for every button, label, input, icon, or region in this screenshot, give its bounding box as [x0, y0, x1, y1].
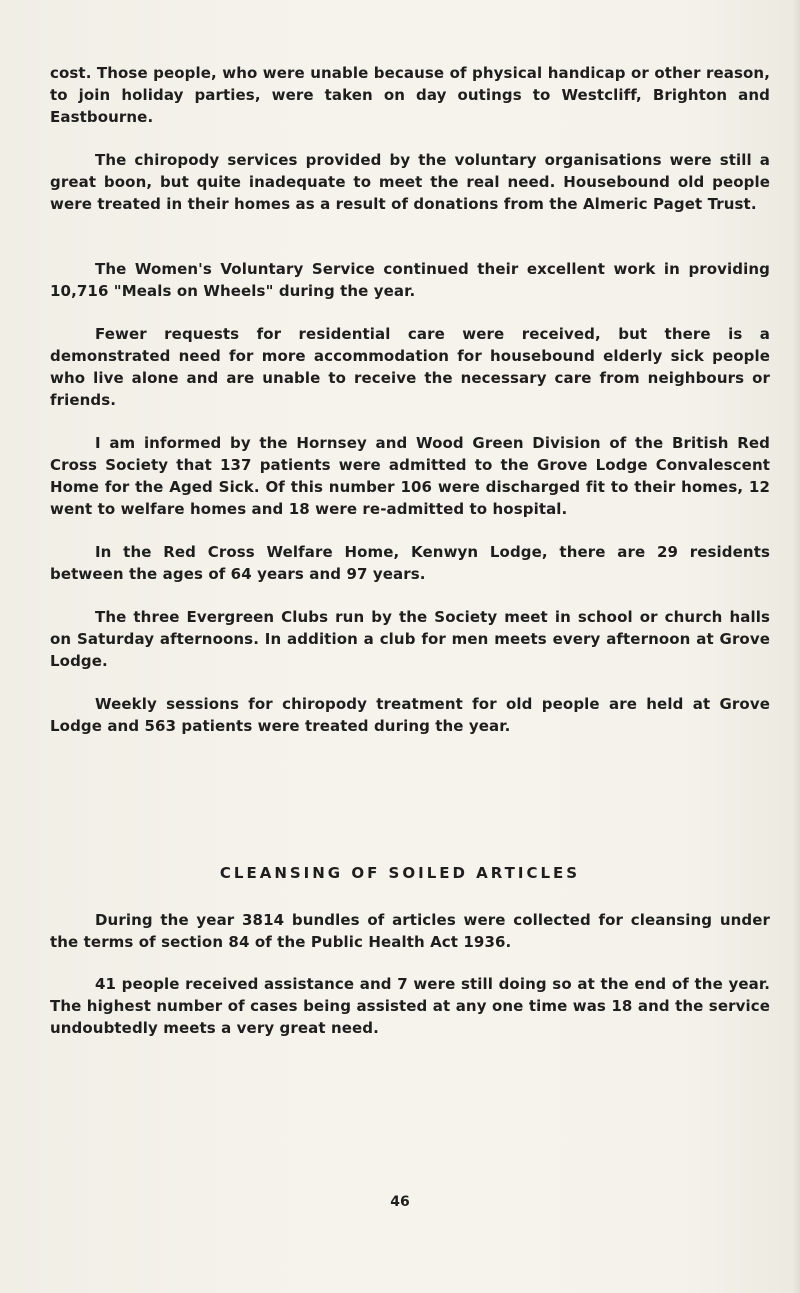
paragraph-meals-on-wheels: The Women's Voluntary Service continued their excellent work in providing 10,716 "Meals on Wheels" during the year. [50, 260, 770, 300]
paragraph-residential-care: Fewer requests for residential care were received, but there is a demonstrated need for more accommodation for housebound elderly sick people who live alone and are unable to receive the necessary care from neighbours or friends. [50, 325, 770, 409]
paragraph-evergreen-clubs: The three Evergreen Clubs run by the Society meet in school or church halls on Saturday afternoons. In addition a club for men meets every afternoon at Grove Lodge. [50, 608, 770, 670]
paragraph-chiropody-services: The chiropody services provided by the voluntary organisations were still a great boon, but quite inadequate to meet the real need. Housebound old people were treated in their homes as a result of donations from the Almeric Paget Trust. [50, 151, 770, 213]
section-heading-cleansing: CLEANSING OF SOILED ARTICLES [219, 864, 581, 882]
paragraph-grove-lodge-convalescent: I am informed by the Hornsey and Wood Green Division of the British Red Cross Society that 137 patients were admitted to the Grove Lodge Convalescent Home for the Aged Sick. Of this number 106 were discharged fit to their homes, 12 went to welfare homes and 18 were re-admitted to hospital. [50, 434, 770, 518]
paragraph-cleansing-assistance: 41 people received assistance and 7 were still doing so at the end of the year. The highest number of cases being assisted at any one time was 18 and the service undoubtedly meets a very great need. [50, 975, 770, 1037]
page-number: 46 [390, 1194, 410, 1210]
page-edge-shadow [792, 0, 800, 1293]
paragraph-holiday-outings: cost. Those people, who were unable because of physical handicap or other reason, to join holiday parties, were taken on day outings to Westcliff, Brighton and Eastbourne. [50, 64, 770, 126]
paragraph-cleansing-bundles: During the year 3814 bundles of articles were collected for cleansing under the terms of section 84 of the Public Health Act 1936. [50, 911, 770, 951]
paragraph-kenwyn-lodge: In the Red Cross Welfare Home, Kenwyn Lodge, there are 29 residents between the ages of 64 years and 97 years. [50, 543, 770, 583]
paragraph-weekly-chiropody: Weekly sessions for chiropody treatment for old people are held at Grove Lodge and 563 patients were treated during the year. [50, 695, 770, 735]
